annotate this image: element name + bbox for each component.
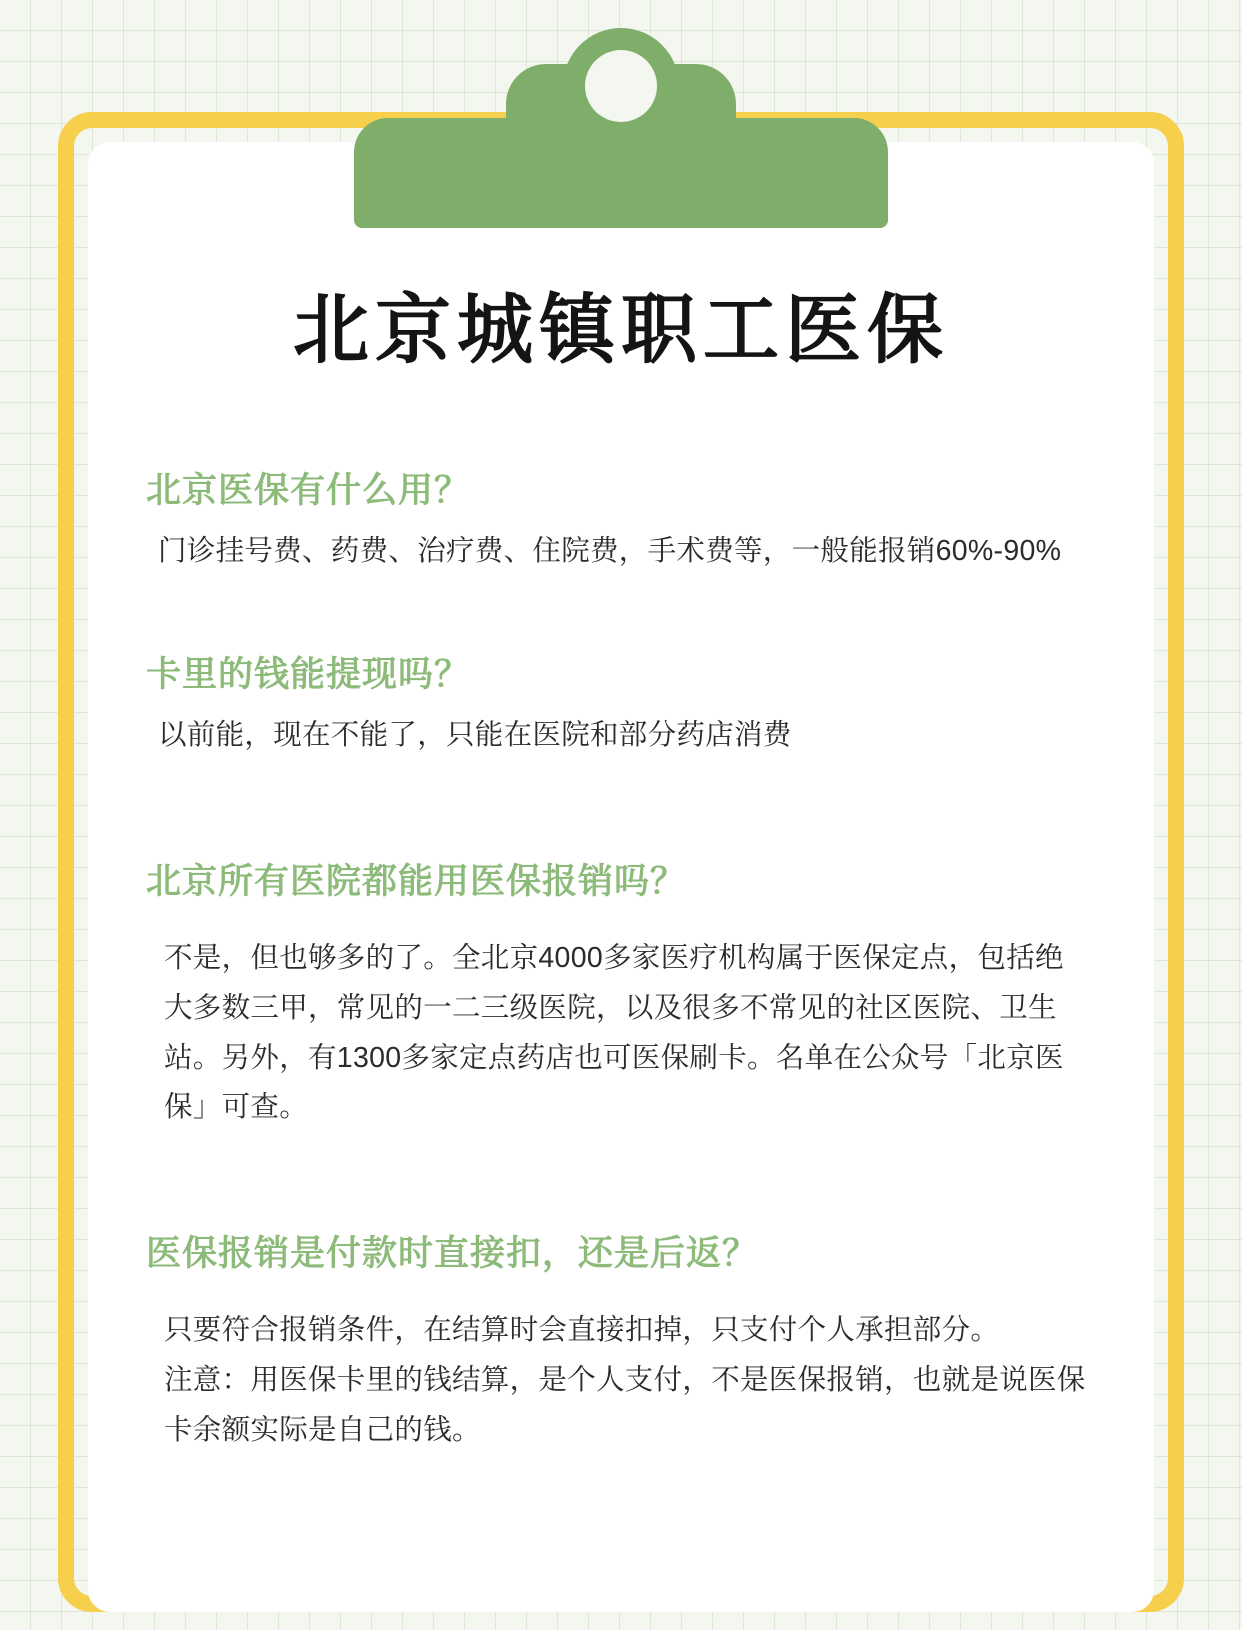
answer-usage: 门诊挂号费、药费、治疗费、住院费，手术费等，一般能报销60%-90% (158, 534, 1062, 567)
question-withdraw: 卡里的钱能提现吗？ (146, 655, 471, 695)
answer-hospitals: 不是，但也够多的了。全北京4000多家医疗机构属于医保定点，包括绝大多数三甲，常见的一二三级医院，以及很多不常见的社区医院、卫生站。另外，有1300多家定点药店也可医保刷卡。名单在公众号「北京医保」可查。 (164, 941, 1064, 1124)
qa-item-hospitals (146, 857, 1096, 1133)
white-content-card (88, 142, 1154, 1612)
question-hospitals: 北京所有医院都能用医保报销吗？ (146, 862, 687, 902)
question-usage: 北京医保有什么用？ (146, 470, 471, 510)
question-reimbursement: 医保报销是付款时直接扣，还是后返？ (146, 1234, 759, 1274)
answer-withdraw: 以前能，现在不能了，只能在医院和部分药店消费 (158, 719, 792, 752)
poster-content (88, 142, 1154, 1456)
clamp-hole (585, 50, 657, 122)
qa-item-usage (146, 466, 1096, 577)
answer-reimbursement-line1: 只要符合报销条件，在结算时会直接扣掉，只支付个人承担部分。 (164, 1314, 1000, 1347)
poster-card (58, 112, 1184, 1612)
page-title: 北京城镇职工医保 (293, 285, 949, 374)
qa-list (146, 466, 1096, 1456)
qa-item-withdraw (146, 650, 1096, 761)
qa-item-reimbursement (146, 1229, 1096, 1455)
answer-reimbursement-line2: 注意：用医保卡里的钱结算，是个人支付，不是医保报销，也就是说医保卡余额实际是自己的钱。 (164, 1363, 1086, 1446)
clipboard-clamp-icon (354, 28, 888, 228)
